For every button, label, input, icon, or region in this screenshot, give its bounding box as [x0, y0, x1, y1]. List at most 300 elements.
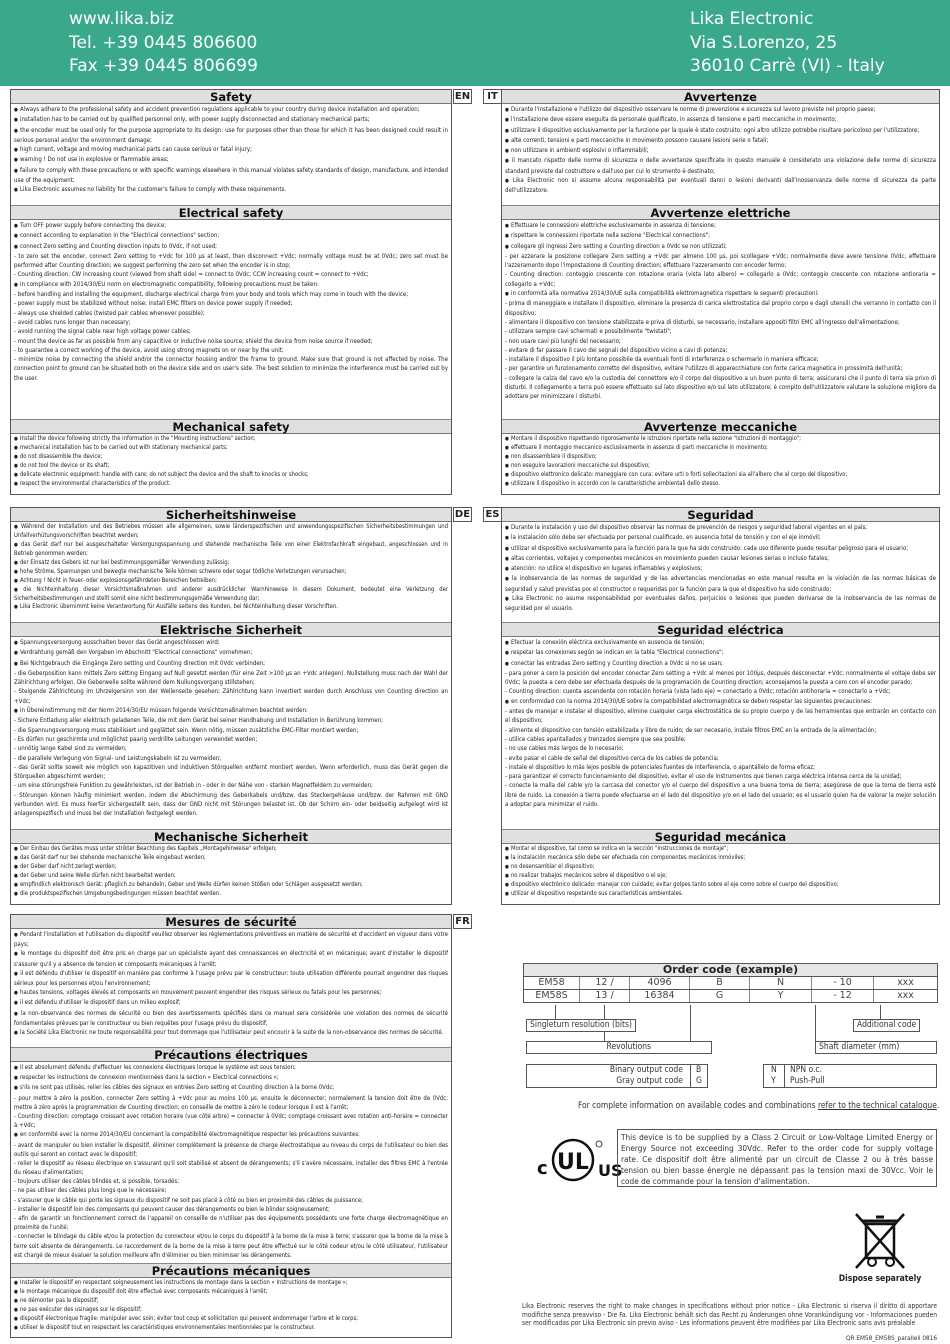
item-text: Il est absolument défendu d'effectuer les connexions électriques lorsque le système est sous tension; — [19, 1064, 296, 1071]
item-text: - minimize noise by connecting the shield and/or the connector housing and/or the frame to ground. Make sure that ground is not affected by noise. The connection point to ground can be situated both on the device side and on user's side. The best solution to minimize the interference must be carried out by the user. — [14, 356, 448, 382]
section-body — [11, 637, 451, 819]
safety-block-es — [501, 507, 940, 905]
item-text: effettuare il montaggio meccanico esclusivamente in assenza di parti meccaniche in movimento; — [510, 444, 768, 451]
bullet-icon: ● — [14, 1324, 18, 1331]
item-text: collegare gli ingressi Zero setting e Counting direction a 0Vdc se non utilizzati; — [510, 242, 727, 250]
label-singleturn: Singleturn resolution (bits) — [526, 1019, 636, 1032]
list-item — [14, 1324, 448, 1333]
item-text: in conformità alla normativa 2014/30/UE sulla compatibilità elettromagnetica rispettare le seguenti precauzioni: — [510, 290, 819, 298]
item-text: atención: no utilice el dispositivo en lugares inflamables y explosivos; — [510, 565, 703, 573]
safety-block-it — [501, 89, 940, 495]
list-item — [14, 337, 448, 346]
item-text: Effettuare le connessioni elettriche esclusivamente in assenza di tensione; — [510, 222, 717, 229]
item-text: - conecte la malla del cable y/o la carcasa del conector y/o el cuerpo del dispositivo a una buena toma de tierra; asegúrese de que la toma de tierra esté libre de ruido. La conexión a tierra puede efectuarse en el lado del dispositivo y/o en el lado del usuario; es el usuario quien ha de valorar la mejor solución a adoptar para minimizar el ruido. — [505, 782, 936, 809]
section-body — [502, 844, 939, 899]
item-text: altas corrientes, voltajes y componentes mecánicos en movimiento pueden causar lesiones serias o incluso fatales; — [510, 554, 830, 562]
section-body — [502, 220, 939, 402]
bullet-icon: ● — [505, 233, 509, 240]
item-text: dispositivo electrónico delicado: manejar con cuidado; evitar golpes tanto sobre el eje como sobre el cuerpo del dispositivo; — [510, 881, 839, 888]
list-item — [14, 185, 448, 195]
item-text: respect the environmental characteristics of the product. — [19, 480, 171, 487]
lang-tag-es: ES — [483, 507, 502, 522]
list-item — [14, 559, 448, 568]
bullet-icon: ● — [14, 863, 18, 870]
item-text: non eseguire lavorazioni meccaniche sul dispositivo; — [510, 462, 650, 469]
list-item — [14, 1306, 448, 1315]
list-item — [505, 462, 936, 471]
item-text: hohe Ströme, Spannungen und bewegte mechanische Teile können schwere oder sogar tödliche Verletzungen verursachen; — [19, 568, 347, 575]
list-item — [14, 309, 448, 318]
section-body — [11, 522, 451, 612]
list-item — [505, 890, 936, 899]
section-title: Sicherheitshinweise — [11, 508, 451, 522]
list-item — [14, 1159, 448, 1177]
section-title: Avvertenze meccaniche — [502, 420, 939, 434]
oc-cell: 12 / — [580, 977, 630, 989]
bullet-icon: ● — [14, 872, 18, 879]
item-text: Achtung ! Nicht in feuer- oder explosionsgefährdeten Bereichen betreiben; — [19, 577, 217, 584]
code-g: G — [696, 1076, 702, 1086]
item-text: dispositivo elettronico delicato: maneggiare con cura; evitare urti o forti sollecitazioni sia all'albero che al corpo del dispositivo; — [510, 471, 848, 478]
svg-text:UL: UL — [557, 1150, 589, 1175]
list-item — [14, 280, 448, 290]
list-item — [14, 453, 448, 462]
bullet-icon: ● — [505, 444, 509, 451]
bullet-icon: ● — [14, 970, 19, 977]
safety-block-de — [10, 507, 452, 905]
list-item — [505, 574, 936, 594]
list-item — [505, 544, 936, 554]
bullet-icon: ● — [14, 1000, 18, 1007]
list-item — [505, 480, 936, 489]
list-item — [505, 355, 936, 364]
bullet-icon: ● — [14, 854, 18, 861]
oc-cell: G — [690, 990, 750, 1002]
list-item — [14, 1214, 448, 1232]
list-item — [505, 533, 936, 543]
section-body — [11, 220, 451, 383]
item-text: - prima di maneggiare e installare il dispositivo, eliminare la presenza di carica elettrostatica dal proprio corpo e dagli utensili che verranno in contatto con il dispositivo; — [505, 300, 936, 317]
list-item — [14, 930, 448, 949]
list-item — [14, 763, 448, 782]
item-text: - to zero set the encoder, connect Zero setting to +Vdc for 100 µs at least, then disconnect +Vdc; normally voltage must be at 0Vdc; zero set must be performed after Counting direction; we suggest performing the zero set when the encoder is in stop; — [14, 252, 448, 270]
list-item — [505, 594, 936, 614]
item-text: - Counting direction: comptage croissant avec rotation horaire (vue côté arbre) = connecter à 0Vdc; comptage croissant avec rotation anti-horaire = connecter à +Vdc; — [14, 1112, 448, 1130]
list-item — [14, 1232, 448, 1260]
bullet-icon: ● — [14, 1297, 18, 1304]
item-text: - para poner a cero la posición del encoder conectar Zero setting a +Vdc al menos por 100µs, después desconectar +Vdc; normalmente el voltaje debe ser 0Vdc; la puesta a cero debe ser efectuada después de la programación de Counting direction; aconsejamos la puesta a cero con el encoder parado; — [505, 669, 936, 687]
item-text: - always use shielded cables (twisted pair cables whenever possible); — [14, 309, 205, 317]
item-text: Always adhere to the professional safety and accident prevention regulations applicable to your country during device installation and operation; — [19, 106, 420, 113]
catalogue-note: For complete information on available codes and combinations refer to the technical catalogue. — [578, 1100, 940, 1110]
list-item — [505, 364, 936, 373]
item-text: la inobservancia de las normas de seguridad y de las advertencias mencionadas en este manual resulta en la violación de las normas básicas de seguridad y salud previstas por el constructor o requeridas por la función para la que el dispositivo ha sido construido; — [505, 575, 936, 593]
item-text: ne pas exécuter des usinages sur le dispositif; — [19, 1306, 142, 1313]
item-text: - antes de manejar e instalar el dispositivo, elimine cualquier carga electrostática de su propio cuerpo y de las herramientas que entrarán en contacto con el dispositivo; — [505, 708, 936, 725]
bullet-icon: ● — [505, 471, 509, 478]
item-text: il est défendu d'utiliser le dispositif en manière pas conforme à l'usage prévu par le constructeur: toute utilisation différente pourrait engendrer des risques sérieux pour les personnes et/ou l'environnement; — [14, 969, 448, 987]
header-fax: Fax +39 0445 806699 — [69, 56, 258, 76]
list-item — [14, 845, 448, 854]
list-item — [14, 290, 448, 299]
item-text: - evitare di far passare il cavo dei segnali del dispositivo vicino a cavi di potenza; — [505, 346, 728, 354]
item-text: - alimente el dispositivo con tensión estabilizada y libre de ruido; de ser necesario, instale filtros EMC en la entrada de la alimentación; — [505, 726, 877, 734]
item-text: die produktspezifischen Umgebungsbedingungen müssen beachtet werden. — [19, 890, 221, 897]
item-text: - instale el dispositivo lo más lejos posible de potenciales fuentes de interferencia, o apantállelo de forma eficaz; — [505, 763, 815, 771]
bullet-icon: ● — [505, 698, 509, 705]
bullet-icon: ● — [14, 890, 18, 897]
item-text: respecter les instructions de connexion mentionnées dans la section « Electrical connections »; — [19, 1074, 279, 1082]
list-item — [505, 781, 936, 809]
list-item — [505, 659, 936, 669]
item-text: - per azzerare la posizione collegare Zero setting a +Vdc per almeno 100 µs, poi scollegare +Vdc; normalmente deve avere tensione 0Vdc; effettuare l'azzeramento dopo l'impostazione di Counting direction; effettuare l'azzeramento con encoder fermo; — [505, 252, 936, 270]
bullet-icon: ● — [505, 107, 509, 113]
bullet-icon: ● — [505, 148, 509, 155]
item-text: no realizar trabajos mecánicos sobre el dispositivo o el eje; — [510, 872, 668, 879]
item-text: en conformité avec la norme 2014/30/EU concernant la compatibilité électromagnétique respecter les précautions suivantes: — [19, 1131, 360, 1139]
item-text: - relier le dispositif au réseau électrique en s'assurant qu'il soit stabilisé et absent de dérangements; s'il s'avère nécessaire, installer des filtres EMC à l'entrée du réseau d'alimentation; — [14, 1159, 448, 1177]
item-text: Lika Electronic no asume responsabilidad por eventuales daños, perjuicios o lesiones que pueden derivarse de la inobservancia de las normas de seguridad por el usuario. — [505, 595, 936, 613]
bullet-icon: ● — [14, 444, 18, 451]
section-body — [11, 1278, 451, 1333]
list-item — [505, 221, 936, 231]
list-item — [14, 105, 448, 115]
bullet-icon: ● — [505, 535, 509, 542]
bullet-icon: ● — [505, 545, 509, 552]
section-title: Précautions mécaniques — [11, 1264, 451, 1278]
item-text: Lika Electronic assumes no liability for the customer's failure to comply with these requirements. — [19, 186, 287, 194]
section-body — [11, 434, 451, 489]
list-item — [14, 726, 448, 735]
bullet-icon: ● — [505, 660, 509, 667]
list-item — [14, 1130, 448, 1140]
safety-block-fr — [10, 914, 452, 1338]
item-text: Verdrahtung gemäß den Vorgaben im Abschnitt "Electrical connections" vornehmen; — [19, 649, 253, 657]
item-text: Montare il dispositivo rispettando rigorosamente le istruzioni riportate nella sezione "Istruzioni di montaggio"; — [510, 436, 802, 442]
svg-text:US: US — [598, 1161, 623, 1180]
bullet-icon: ● — [14, 1288, 18, 1295]
oc-cell: 16384 — [630, 990, 690, 1002]
list-item — [14, 1288, 448, 1297]
list-item — [14, 1205, 448, 1214]
item-text: der Geber und seine Welle dürfen nicht bearbeitet werden; — [19, 872, 176, 879]
bullet-icon: ● — [505, 854, 509, 861]
item-text: la non-observance des normes de sécurité ou bien des avertissements spécifiés dans ce manuel sera considérée une violation des normes de sécurité fondamentales prévues par le constructeur ou bien requêtes pour l'usage prévu du dispositif; — [14, 1009, 448, 1027]
bullet-icon: ● — [14, 453, 18, 460]
list-item — [14, 480, 448, 489]
bullet-icon: ● — [505, 846, 509, 852]
item-text: - die Spannungsversorgung muss stabilisiert und geglättet sein. Wenn nötig, müssen zusätzliche EMC-Filter montiert werden; — [14, 726, 359, 734]
bullet-icon: ● — [505, 576, 511, 583]
list-item — [505, 346, 936, 355]
list-item — [14, 231, 448, 241]
connector-line — [555, 1005, 556, 1019]
item-text: - collegare la calza del cavo e/o la custodia del connettore e/o il corpo del dispositivo a un buon punto di terra; assicurarsi che il punto di terra sia privo di disturbi. Il collegamento a terra può essere effettuato sul lato dispositivo e/o sul lato utilizzatore; è compito dell'utilizzatore valutare la soluzione migliore da adottare per minimizzare i disturbi. — [505, 374, 936, 401]
bullet-icon: ● — [14, 640, 18, 646]
item-text: utilizzare il dispositivo esclusivamente per la funzione per la quale è stato costruito: ogni altro utilizzo potrebbe risultare pericoloso per l'utilizzatore; — [510, 126, 920, 134]
label-revolutions: Revolutions — [526, 1041, 712, 1054]
item-text: la instalación sólo debe ser efectuada por personal cualificado, en ausencia total de tensión y con el eje inmóvil; — [510, 534, 821, 542]
list-item — [14, 1028, 448, 1038]
list-item — [14, 1297, 448, 1306]
list-item — [14, 872, 448, 881]
item-text: das Gerät darf nur bei ausgeschalteter Versorgungsspannung und stehende mechanische Teile von einer Elektrofachkraft eingebaut, angeschlossen und in Betrieb genommen werden; — [14, 541, 448, 557]
bullet-icon: ● — [14, 281, 18, 288]
item-text: no desensamblar el dispositivo; — [510, 863, 595, 870]
item-text: le montage du dispositif doit être pris en charge par un spécialiste ayant des connaissances en électricité et en mécanique; avant d'installer le dispositif s'assurer qu'il y a absence de tension et composants mécaniques à l'arrêt; — [14, 950, 448, 968]
list-item — [505, 863, 936, 872]
item-text: - ne pas utiliser des câbles plus longs que le nécessaire; — [14, 1187, 167, 1195]
list-item — [505, 444, 936, 453]
item-text: - Es dürfen nur geschirmte und möglichst paarig verdrillte Leitungen verwendet werden; — [14, 735, 258, 743]
list-item — [14, 270, 448, 279]
list-item — [505, 126, 936, 136]
item-text: - Counting direction: cuenta ascendente con rotación horaria (vista lado eje) = conectarlo a 0Vdc; rotación antihoraria = conectarlo a +Vdc; — [505, 688, 891, 696]
item-text: non disassemblare il dispositivo; — [510, 453, 597, 460]
item-text: - alimentare il dispositivo con tensione stabilizzata e priva di disturbi, se necessario, installare appositi filtri EMC all'ingresso dell'alimentazione; — [505, 318, 900, 326]
list-item — [14, 155, 448, 165]
footer-code: QR EM58_EM58S_paralleli 0816 — [845, 1334, 937, 1342]
list-item — [14, 242, 448, 252]
bullet-icon: ● — [14, 1132, 18, 1139]
list-item — [14, 603, 448, 612]
list-item — [14, 355, 448, 383]
list-item — [14, 1196, 448, 1205]
bullet-icon: ● — [505, 872, 509, 879]
item-text: le montage mécanique du dispositif doit être effectué avec composants mécaniques à l'arrêt; — [19, 1288, 268, 1295]
list-item — [505, 772, 936, 781]
lang-tag-de: DE — [454, 509, 471, 520]
bullet-icon: ● — [14, 233, 18, 240]
item-text: - die Geberposition kann mittels Zero setting Eingang auf Null gesetzt werden (für eine Zeit >100 µs an +Vdc anlegen). Nullstellung muss nach der Wahl der Zählrichtung erfolgen. Die Geberwelle sollte während dem Nullungsvorgang stillstehen; — [14, 669, 448, 687]
list-item — [505, 453, 936, 462]
item-text: Durante l'installazione e l'utilizzo del dispositivo osservare le norme di prevenzione e sicurezza sul lavoro previste nel proprio paese; — [510, 106, 876, 113]
list-item — [505, 697, 936, 707]
item-text: la instalación mecánica sólo debe ser efectuada con componentes mecánicos inmóviles; — [510, 854, 746, 861]
section-body — [11, 844, 451, 899]
bullet-icon: ● — [14, 147, 18, 154]
item-text: dispositif électronique fragile: manipuler avec soin; éviter tout coup et sollicitation qui peuvent endommager l'arbre et le corps; — [19, 1315, 358, 1322]
bullet-icon: ● — [505, 480, 509, 487]
item-text: - evite pasar el cable de señal del dispositivo cerca de los cables de potencia; — [505, 754, 719, 762]
item-text: - mount the device as far as possible from any capacitive or inductive noise source; shield the device from noise source if needed; — [14, 337, 373, 345]
list-item — [14, 299, 448, 308]
item-text: Install the device following strictly the information in the "Mounting instructions" section; — [19, 436, 256, 442]
bullet-icon: ● — [14, 117, 18, 124]
header-tel: Tel. +39 0445 806600 — [69, 33, 258, 53]
item-text: delicate electronic equipment: handle with care; do not subject the device and the shaft to knocks or shocks; — [19, 471, 309, 478]
item-text: Lika Electronic non si assume alcuna responsabilità per eventuali danni o lesioni derivanti dall'inosservanza delle norme di sicurezza da parte dell'utilizzatore. — [505, 177, 936, 195]
list-item — [505, 881, 936, 890]
bullet-icon: ● — [14, 660, 18, 667]
list-item — [14, 166, 448, 186]
list-item — [505, 687, 936, 696]
section-title: Seguridad — [502, 508, 939, 522]
list-item — [505, 872, 936, 881]
output-binary: Binary output code — [609, 1065, 683, 1075]
list-item — [14, 1094, 448, 1112]
oc-cell: EM58S — [524, 990, 580, 1002]
list-item — [505, 136, 936, 146]
section-title: Avvertenze elettriche — [502, 206, 939, 220]
label-shaft: Shaft diameter (mm) — [815, 1041, 937, 1054]
item-text: Installer le dispositif en respectant soigneusement les instructions de montage dans la section « Instructions de montage »; — [19, 1280, 348, 1286]
list-item — [505, 156, 936, 176]
item-text: installation has to be carried out by qualified personnel only, with power supply disconnected and stationary mechanical parts; — [19, 116, 370, 124]
item-text: - afin de garantir un fonctionnement correct de l'appareil on conseille de n'utiliser pas des équipements possédants une forte charge électromagnétique en proximité de l'unité; — [14, 1215, 448, 1232]
bullet-icon: ● — [505, 178, 511, 185]
section-body — [11, 104, 451, 196]
item-text: in compliance with 2014/30/EU norm on electromagnetic compatibility, following precautions must be taken: — [19, 280, 319, 288]
item-text: - para garantizar el correcto funcionamiento del dispositivo, evitar el uso de instrumentos que tienen carga eléctrica intensa cerca de la unidad; — [505, 773, 902, 781]
list-item — [505, 744, 936, 753]
bullet-icon: ● — [14, 1029, 18, 1036]
bullet-icon: ● — [505, 462, 509, 469]
item-text: warning ! Do not use in explosive or flammable areas; — [19, 156, 169, 164]
bullet-icon: ● — [14, 541, 19, 548]
list-item — [14, 1073, 448, 1083]
section-body — [11, 929, 451, 1038]
bullet-icon: ● — [14, 1075, 18, 1082]
catalogue-link[interactable]: refer to the technical catalogue — [817, 1100, 937, 1110]
list-item — [14, 568, 448, 577]
item-text: - Steigende Zählrichtung im Uhrzeigersinn von der Wellenseite gesehen; Zählrichtung kann invertiert werden durch Anschluss von Counting direction an +Vdc; — [14, 688, 448, 705]
list-item — [505, 845, 936, 854]
item-text: - per garantire un funzionamento corretto del dispositivo, evitare l'utilizzo di apparecchiature con forte carica magnetica in prossimità dell'unità; — [505, 365, 903, 373]
bullet-icon: ● — [14, 524, 19, 530]
section-title: Mesures de sécurité — [11, 915, 451, 929]
list-item — [505, 115, 936, 125]
list-item — [14, 863, 448, 872]
bullet-icon: ● — [505, 881, 509, 888]
bullet-icon: ● — [505, 436, 509, 442]
code-n: N — [771, 1065, 777, 1075]
bullet-icon: ● — [14, 107, 18, 113]
item-text: Efectuar la conexión eléctrica exclusivamente en ausencia de tensión; — [510, 639, 705, 646]
list-item — [14, 781, 448, 790]
item-text: - installer le dispositif loin des composants qui peuvent causer des dérangements ou bien le blinder soigneusement; — [14, 1205, 330, 1213]
bullet-icon: ● — [14, 187, 18, 194]
list-item — [14, 586, 448, 604]
list-item — [505, 299, 936, 318]
npn: NPN o.c. — [790, 1065, 823, 1075]
list-item — [14, 744, 448, 753]
list-item — [14, 1141, 448, 1159]
header-website[interactable]: www.lika.biz — [69, 9, 174, 29]
list-item — [505, 374, 936, 402]
item-text: - utilizzare sempre cavi schermati e possibilmente "twistati"; — [505, 328, 672, 336]
list-item — [505, 231, 936, 241]
bullet-icon: ● — [14, 881, 18, 888]
item-text: - avoid running the signal cable near high voltage power cables; — [14, 328, 191, 336]
order-code-row — [523, 977, 938, 990]
lang-tag-fr: FR — [453, 914, 472, 929]
item-text: - no use cables más largos de lo necesario; — [505, 745, 624, 753]
item-text: der Geber darf nicht zerlegt werden; — [19, 863, 117, 870]
bullet-icon: ● — [14, 157, 18, 164]
item-text: non utilizzare in ambienti esplosivi o infiammabili; — [510, 147, 649, 155]
item-text: - to guarantee a correct working of the device, avoid using strong magnets on or near by the unit; — [14, 346, 284, 354]
list-item — [505, 105, 936, 115]
order-code — [523, 963, 938, 1003]
item-text: - die parallele Verlegung von Signal- und Leistungskabeln ist zu vermeiden; — [14, 754, 222, 762]
code-b: B — [696, 1065, 702, 1075]
bullet-icon: ● — [505, 650, 509, 657]
bullet-icon: ● — [14, 951, 19, 958]
list-item — [505, 270, 936, 289]
item-text: Turn OFF power supply before connecting the device; — [19, 222, 167, 229]
bullet-icon: ● — [14, 568, 18, 575]
section-title: Electrical safety — [11, 206, 451, 220]
item-text: conectar las entradas Zero setting y Counting direction a 0Vdc si no se usan; — [510, 659, 723, 667]
oc-cell: - 10 — [812, 977, 874, 989]
item-text: utiliser le dispositif tout en respectant les caractéristiques environnementales mentionnées par le constructeur. — [19, 1324, 316, 1331]
item-text: utilizar el dispositivo respetando sus características ambientales. — [510, 890, 684, 897]
list-item — [14, 1315, 448, 1324]
item-text: - non usare cavi più lunghi del necessario; — [505, 337, 621, 345]
bullet-icon: ● — [505, 890, 509, 897]
section-title: Seguridad eléctrica — [502, 623, 939, 637]
bullet-icon: ● — [14, 480, 18, 487]
oc-cell: B — [690, 977, 750, 989]
list-item — [14, 854, 448, 863]
item-text: - Counting direction: CW increasing count (viewed from shaft side) = connect to 0Vdc; CCW increasing count = connect to +Vdc; — [14, 271, 369, 279]
oc-cell: xxx — [897, 990, 914, 1001]
item-text: - power supply must be stabilized without noise; install EMC filters on device power supply if needed; — [14, 300, 293, 308]
section-title: Mechanische Sicherheit — [11, 830, 451, 844]
bullet-icon: ● — [14, 708, 18, 715]
list-item — [505, 318, 936, 327]
list-item — [14, 541, 448, 559]
section-title: Safety — [11, 90, 451, 104]
list-item — [14, 648, 448, 658]
list-item — [14, 687, 448, 706]
section-body — [502, 522, 939, 614]
bullet-icon: ● — [14, 1065, 18, 1071]
header-street: Via S.Lorenzo, 25 — [690, 33, 838, 53]
list-item — [505, 564, 936, 574]
bullet-icon: ● — [505, 291, 509, 298]
divider — [690, 1064, 691, 1088]
item-text: - installare il dispositivo il più lontano possibile da eventuali fonti di interferenza o schermarlo in maniera efficace; — [505, 356, 819, 364]
item-text: do not tool the device or its shaft; — [19, 462, 110, 469]
item-text: il mancato rispetto delle norme di sicurezza o delle avvertenze specificate in questo manuale è considerato una violazione delle norme di sicurezza standard previste dal costruttore e dall'uso per cui lo strumento è destinato; — [505, 157, 936, 175]
bullet-icon: ● — [14, 1306, 18, 1313]
list-item — [14, 988, 448, 998]
list-item — [505, 726, 936, 735]
section-title: Mechanical safety — [11, 420, 451, 434]
list-item — [14, 115, 448, 125]
item-text: high current, voltage and moving mechanical parts can cause serious or fatal injury; — [19, 146, 252, 154]
section-body — [11, 1062, 451, 1260]
ul-logo — [527, 1136, 623, 1184]
list-item — [14, 444, 448, 453]
bullet-icon: ● — [505, 223, 509, 229]
list-item — [14, 735, 448, 744]
bullet-icon: ● — [14, 1280, 18, 1286]
item-text: das Gerät darf nur bei stehende mechanische Teile eingebaut werden; — [19, 854, 206, 861]
list-item — [14, 706, 448, 716]
list-item — [14, 791, 448, 819]
oc-cell: N — [750, 977, 812, 989]
item-text: empfindlich elektronisch Gerät: pfleglich zu behandeln; Geber und Welle dürfen keinen Stößen oder Schlägen ausgesetzt werden; — [19, 881, 363, 888]
safety-block-en — [10, 89, 452, 495]
list-item — [14, 1083, 448, 1093]
order-code-title: Order code (example) — [523, 963, 938, 977]
code-y: Y — [771, 1076, 776, 1086]
connector-line — [815, 1005, 816, 1041]
item-text: Montar el dispositivo, tal como se indica en la sección "Instrucciones de montaje"; — [510, 846, 729, 852]
